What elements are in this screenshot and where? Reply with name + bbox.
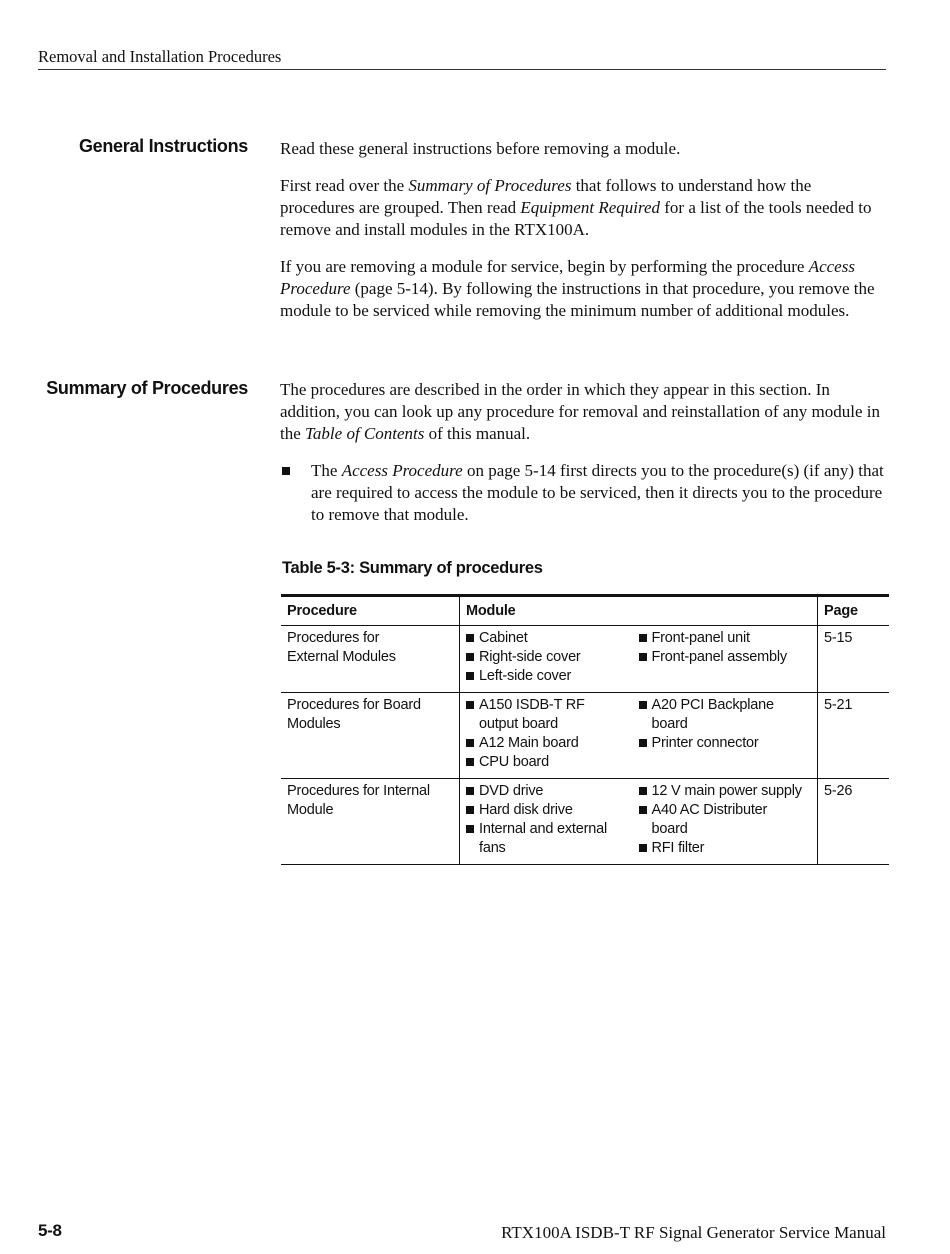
italic-term: Access Procedure [280, 257, 855, 298]
module-item-line: A40 AC Distributer [651, 802, 768, 818]
module-column [639, 629, 812, 686]
page-cell: 5-26 [818, 779, 890, 865]
module-item [639, 839, 812, 858]
module-cell [460, 626, 818, 693]
module-item-line: A20 PCI Backplane [651, 697, 774, 713]
text-run: The procedures are described in the order in which they appear in this section. In addition, you can look up any procedure for removal and reinstallation of any module in the [280, 380, 881, 443]
procedure-cell [281, 626, 460, 693]
module-item-line: Cabinet [479, 630, 528, 646]
procedure-line: Procedures for [287, 630, 380, 646]
module-column [466, 696, 639, 772]
module-item [466, 667, 639, 686]
module-column [466, 629, 639, 686]
module-item [466, 734, 639, 753]
text-run: for a list of the tools needed to remove and install modules in the RTX100A. [280, 198, 872, 239]
summary-paragraph [280, 379, 888, 445]
header-module: Module [460, 596, 818, 626]
module-item [466, 629, 639, 648]
procedure-line: Procedures for Internal [287, 783, 430, 799]
module-item-line: board [651, 716, 688, 732]
header-page: Page [818, 596, 890, 626]
summary-bullet-text [311, 461, 884, 524]
general-instructions-body [280, 138, 888, 322]
summary-of-procedures-heading: Summary of Procedures [46, 378, 248, 398]
page-cell: 5-15 [818, 626, 890, 693]
summary-table [281, 594, 889, 865]
procedure-line: Module [287, 802, 334, 818]
module-column [639, 782, 812, 858]
italic-term: Access Procedure [341, 461, 463, 480]
module-item-line: CPU board [479, 754, 549, 770]
italic-term: Table of Contents [305, 424, 425, 443]
module-list [466, 629, 811, 686]
module-item-line: 12 V main power supply [651, 783, 802, 799]
running-header: Removal and Installation Procedures [38, 47, 282, 66]
table-header-row [281, 596, 889, 626]
module-item-line: RFI filter [651, 840, 705, 856]
module-item-line: DVD drive [479, 783, 544, 799]
text-run: If you are removing a module for service, begin by performing the procedure [280, 257, 809, 276]
module-item [639, 782, 812, 801]
module-item [466, 753, 639, 772]
summary-bullet [280, 460, 888, 526]
module-item-line: Hard disk drive [479, 802, 573, 818]
module-item-line: Printer connector [651, 735, 759, 751]
page-number: 5-8 [38, 1221, 62, 1240]
module-item [639, 648, 812, 667]
module-item-line: output board [479, 716, 559, 732]
module-item [639, 801, 812, 839]
table-row [281, 693, 889, 779]
general-instructions-heading: General Instructions [78, 136, 248, 156]
module-item [639, 629, 812, 648]
header-procedure: Procedure [281, 596, 460, 626]
procedure-line: Procedures for Board [287, 697, 421, 713]
module-cell [460, 693, 818, 779]
manual-title: RTX100A ISDB-T RF Signal Generator Service Manual [501, 1223, 886, 1242]
general-paragraph-3 [280, 256, 888, 322]
module-item-line: A150 ISDB-T RF [479, 697, 585, 713]
procedure-cell [281, 693, 460, 779]
italic-term: Summary of Procedures [408, 176, 572, 195]
general-paragraph-2 [280, 175, 888, 241]
text-run: that follows to understand how the procedures are grouped. Then read [280, 176, 812, 217]
module-item [466, 801, 639, 820]
table-row [281, 779, 889, 865]
page-cell: 5-21 [818, 693, 890, 779]
procedure-line: Modules [287, 716, 341, 732]
module-list [466, 782, 811, 858]
module-item [639, 696, 812, 734]
module-item [466, 782, 639, 801]
table-row [281, 626, 889, 693]
module-item-line: Left-side cover [479, 668, 572, 684]
text-run: The [311, 461, 342, 480]
italic-term: Equipment Required [520, 198, 661, 217]
module-list [466, 696, 811, 772]
procedure-line: External Modules [287, 649, 396, 665]
module-item [466, 696, 639, 734]
module-column [466, 782, 639, 858]
general-paragraph-1: Read these general instructions before removing a module. [280, 139, 681, 158]
module-item-line: A12 Main board [479, 735, 579, 751]
summary-body [280, 379, 888, 526]
text-run: of this manual. [424, 424, 531, 443]
bullet-square-icon [282, 467, 290, 475]
module-item [466, 820, 639, 858]
table-caption: Table 5-3: Summary of procedures [282, 559, 543, 577]
text-run: First read over the [280, 176, 409, 195]
header-rule [38, 69, 886, 70]
module-item-line: Front-panel assembly [651, 649, 787, 665]
text-run: on page 5-14 first directs you to the procedure(s) (if any) that are required to access the module to be serviced, then it directs you to the procedure to remove that module. [311, 461, 884, 524]
module-cell [460, 779, 818, 865]
text-run: (page 5-14). By following the instructions in that procedure, you remove the module to be serviced while removing the minimum number of additional modules. [280, 279, 875, 320]
module-item-line: Front-panel unit [651, 630, 750, 646]
module-item-line: board [651, 821, 688, 837]
module-item-line: fans [479, 840, 506, 856]
procedure-cell [281, 779, 460, 865]
module-item [639, 734, 812, 753]
module-column [639, 696, 812, 772]
module-item-line: Internal and external [479, 821, 607, 837]
module-item [466, 648, 639, 667]
module-item-line: Right-side cover [479, 649, 581, 665]
